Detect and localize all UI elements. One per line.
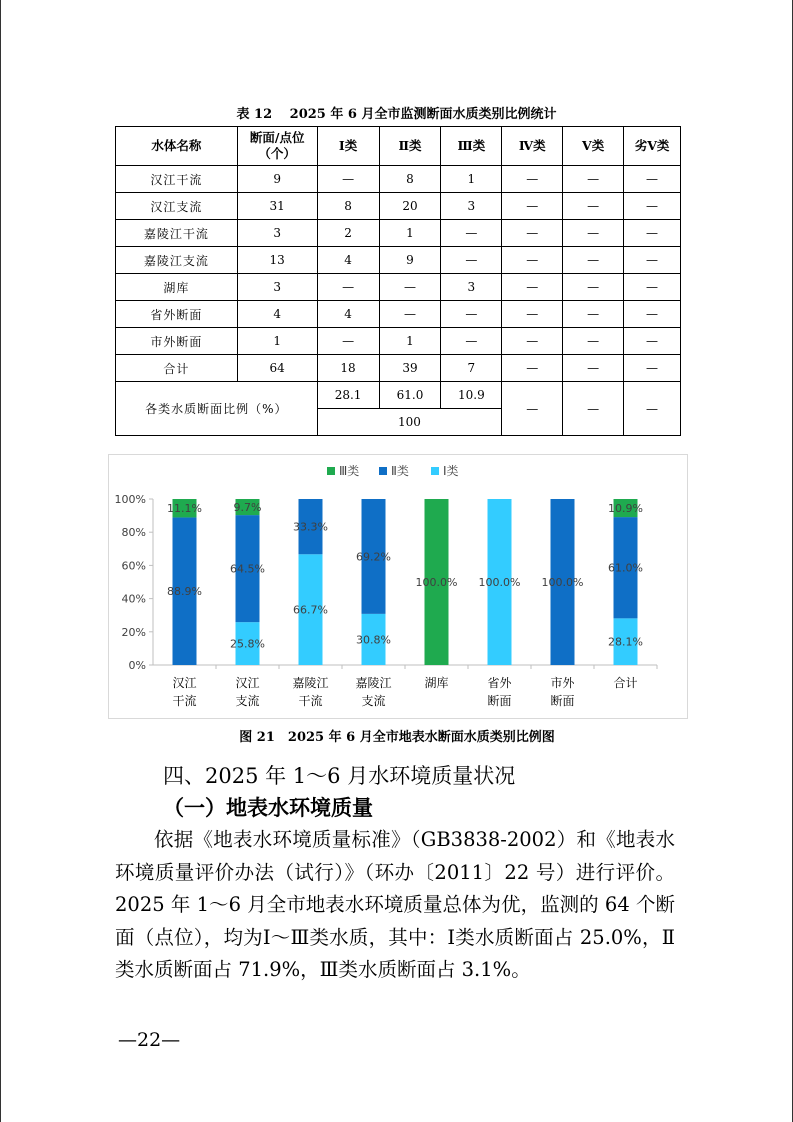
table-row: 嘉陵江支流 13 4 9 — — — — (116, 247, 681, 274)
ratio-class-6: — (624, 382, 681, 436)
stacked-bar-chart (109, 455, 687, 718)
ratio-total: 100 (317, 409, 502, 436)
x-tick-label: 支流 (235, 694, 260, 708)
header-class-6: 劣Ⅴ类 (624, 127, 681, 166)
data-label: 30.8% (356, 633, 391, 647)
legend-swatch (431, 467, 439, 475)
y-tick-label: 100% (114, 493, 146, 506)
y-tick-label: 40% (121, 592, 146, 606)
x-tick-label: 断面 (550, 694, 575, 708)
x-tick-label: 支流 (361, 694, 386, 708)
ratio-class-3: 10.9 (441, 382, 502, 409)
header-count: 断面/点位 （个） (237, 127, 317, 166)
table-row: 汉江干流 9 — 8 1 — — — (116, 166, 681, 193)
data-label: 100.0% (478, 576, 521, 589)
legend-label: Ⅲ类 (339, 464, 360, 478)
ratio-class-2: 61.0 (379, 382, 441, 409)
legend-swatch (327, 467, 335, 475)
table-row: 嘉陵江干流 3 2 1 — — — — (116, 220, 681, 247)
y-tick-label: 80% (121, 526, 146, 540)
table-header-row (116, 127, 681, 166)
water-quality-table (115, 126, 681, 436)
legend-swatch (379, 467, 387, 475)
legend-label: Ⅱ类 (391, 464, 409, 478)
x-tick-label: 省外 (487, 676, 512, 690)
x-tick-label: 嘉陵江 (292, 676, 329, 690)
header-class-2: Ⅱ类 (379, 127, 441, 166)
data-label: 64.5% (230, 562, 265, 576)
data-label: 25.8% (230, 637, 265, 651)
y-tick-label: 0% (128, 659, 146, 672)
x-tick-label: 干流 (172, 694, 197, 708)
x-tick-label: 汉江 (172, 676, 197, 690)
table-row: 湖库 3 — — 3 — — — (116, 274, 681, 301)
table-row: 省外断面 4 4 — — — — — (116, 301, 681, 328)
section-heading: 四、2025 年 1～6 月水环境质量状况 (163, 764, 516, 788)
data-label: 11.1% (167, 502, 202, 516)
x-tick-label: 湖库 (424, 676, 449, 690)
body-paragraph: 依据《地表水环境质量标准》（GB3838-2002）和《地表水环境质量评价办法（试行）》（环办〔2011〕22 号）进行评价。2025 年 1～6 月全市地表水环境质量总体为优，监测的 64 个断面（点位），均为Ⅰ～Ⅲ类水质，其中：Ⅰ类水质断面占 25.0%，Ⅱ类水质断面占 71.9%，Ⅲ类水质断面占 3.1%。 (115, 828, 675, 981)
header-class-3: Ⅲ类 (441, 127, 502, 166)
subsection-heading: （一）地表水环境质量 (163, 796, 373, 820)
x-tick-label: 断面 (487, 694, 512, 708)
x-tick-label: 嘉陵江 (355, 676, 392, 690)
ratio-label: 各类水质断面比例（%） (116, 382, 318, 436)
header-name: 水体名称 (116, 127, 238, 166)
x-tick-label: 合计 (613, 676, 638, 690)
x-tick-label: 汉江 (235, 676, 260, 690)
ratio-class-1: 28.1 (317, 382, 379, 409)
ratio-class-4: — (502, 382, 563, 436)
data-label: 100.0% (415, 576, 458, 589)
table-caption: 表 12 2025 年 6 月全市监测断面水质类别比例统计 (236, 107, 557, 122)
x-tick-label: 干流 (298, 694, 323, 708)
data-label: 9.7% (233, 501, 262, 515)
data-label: 66.7% (293, 603, 328, 617)
data-label: 61.0% (608, 561, 643, 575)
table-row: 汉江支流 31 8 20 3 — — — (116, 193, 681, 220)
table-row: 市外断面 1 — 1 — — — — (116, 328, 681, 355)
header-class-1: Ⅰ类 (317, 127, 379, 166)
data-label: 28.1% (608, 635, 643, 649)
data-label: 10.9% (608, 502, 643, 516)
figure-caption: 图 21 2025 年 6 月全市地表水断面水质类别比例图 (239, 730, 555, 745)
table-row-ratio (116, 382, 681, 409)
page-number: —22— (118, 1029, 181, 1051)
data-label: 100.0% (541, 576, 584, 589)
x-tick-label: 市外 (550, 676, 575, 690)
legend-label: Ⅰ类 (443, 464, 459, 478)
page-edge-left (0, 0, 1, 1122)
data-label: 33.3% (293, 520, 328, 534)
header-class-5: Ⅴ类 (563, 127, 624, 166)
chart-container (108, 454, 688, 719)
y-tick-label: 60% (121, 559, 146, 573)
header-class-4: Ⅳ类 (502, 127, 563, 166)
data-label: 88.9% (167, 585, 202, 599)
ratio-class-5: — (563, 382, 624, 436)
table-row-total: 合计 64 18 39 7 — — — (116, 355, 681, 382)
y-tick-label: 20% (121, 625, 146, 639)
data-label: 69.2% (356, 550, 391, 564)
